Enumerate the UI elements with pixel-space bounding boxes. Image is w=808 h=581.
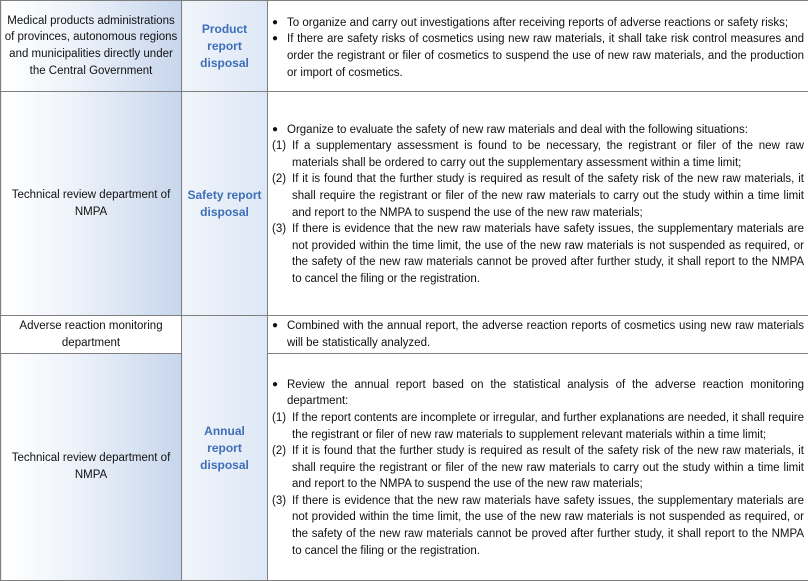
- details-cell: [268, 92, 808, 316]
- bullet-item: ● Review the annual report based on the statistical analysis of the adverse reaction monitoring department:: [272, 377, 804, 410]
- disposal-label: Safety report disposal: [187, 188, 261, 219]
- item-number: (2): [272, 443, 286, 460]
- department-cell: [1, 316, 182, 354]
- numbered-item: [272, 410, 804, 443]
- disposal-label: Product report disposal: [200, 22, 249, 70]
- item-number: (1): [272, 410, 286, 427]
- item-text: If there is evidence that the new raw materials have safety issues, the supplementary materials are not provided within the time limit, the use of the new raw materials is not suspended as required, or the safety of the new raw materials cannot be proved after further study, it shall report to the NMPA to cancel the filing or the registration.: [292, 223, 804, 285]
- numbered-item: [272, 493, 804, 559]
- table-row: [1, 354, 808, 581]
- bullet-item: ● If there are safety risks of cosmetics using new raw materials, it shall take risk control measures and order the registrant or filer of cosmetics to suspend the use of new raw materials, and the production or import of cosmetics.: [272, 31, 804, 81]
- item-text: If it is found that the further study is required as result of the safety risk of the new raw materials, it shall require the registrant or filer of the new raw materials to carry out the study within a time limit and report to the NMPA to suspend the use of the new raw materials;: [292, 445, 804, 490]
- item-number: (2): [272, 171, 286, 188]
- department-cell: [1, 354, 182, 581]
- numbered-item: [272, 443, 804, 493]
- item-text: If there is evidence that the new raw materials have safety issues, the supplementary materials are not provided within the time limit, the use of the new raw materials is not suspended as required, or the safety of the new raw materials cannot be proved after further study, it shall report to the NMPA to cancel the filing or the registration.: [292, 495, 804, 557]
- table-row: [1, 316, 808, 354]
- item-number: (1): [272, 138, 286, 155]
- department-cell: [1, 1, 182, 92]
- numbered-item: [272, 221, 804, 287]
- department-name: Adverse reaction monitoring department: [19, 320, 162, 349]
- item-number: (3): [272, 493, 286, 510]
- numbered-item: [272, 171, 804, 221]
- disposal-label: Annual report disposal: [200, 424, 249, 472]
- details-cell: [268, 354, 808, 581]
- disposal-cell: [182, 316, 268, 581]
- details-cell: [268, 1, 808, 92]
- table-row: [1, 92, 808, 316]
- item-text: If it is found that the further study is required as result of the safety risk of the new raw materials, it shall require the registrant or filer of the new raw materials to carry out the study within a time limit and report to the NMPA to suspend the use of the new raw materials;: [292, 173, 804, 218]
- table-row: [1, 1, 808, 92]
- department-cell: [1, 92, 182, 316]
- department-name: Technical review department of NMPA: [12, 452, 171, 481]
- disposal-cell: [182, 92, 268, 316]
- bullet-item: ● Organize to evaluate the safety of new raw materials and deal with the following situations:: [272, 122, 804, 139]
- department-name: Technical review department of NMPA: [12, 189, 171, 218]
- item-number: (3): [272, 221, 286, 238]
- bullet-item: ● Combined with the annual report, the adverse reaction reports of cosmetics using new raw materials will be statistically analyzed.: [272, 318, 804, 351]
- bullet-item: ● To organize and carry out investigations after receiving reports of adverse reactions or safety risks;: [272, 15, 804, 32]
- item-text: If a supplementary assessment is found to be necessary, the registrant or filer of the new raw materials shall be ordered to carry out the supplementary assessment within a time limit;: [292, 140, 804, 169]
- department-name: Medical products administrations of provinces, autonomous regions and municipalities directly under the Central Government: [5, 15, 178, 77]
- disposal-cell: [182, 1, 268, 92]
- item-text: If the report contents are incomplete or irregular, and further explanations are needed, it shall require the registrant or filer of new raw materials to supplement relevant materials within a time limit;: [292, 412, 804, 441]
- details-cell: [268, 316, 808, 354]
- numbered-item: [272, 138, 804, 171]
